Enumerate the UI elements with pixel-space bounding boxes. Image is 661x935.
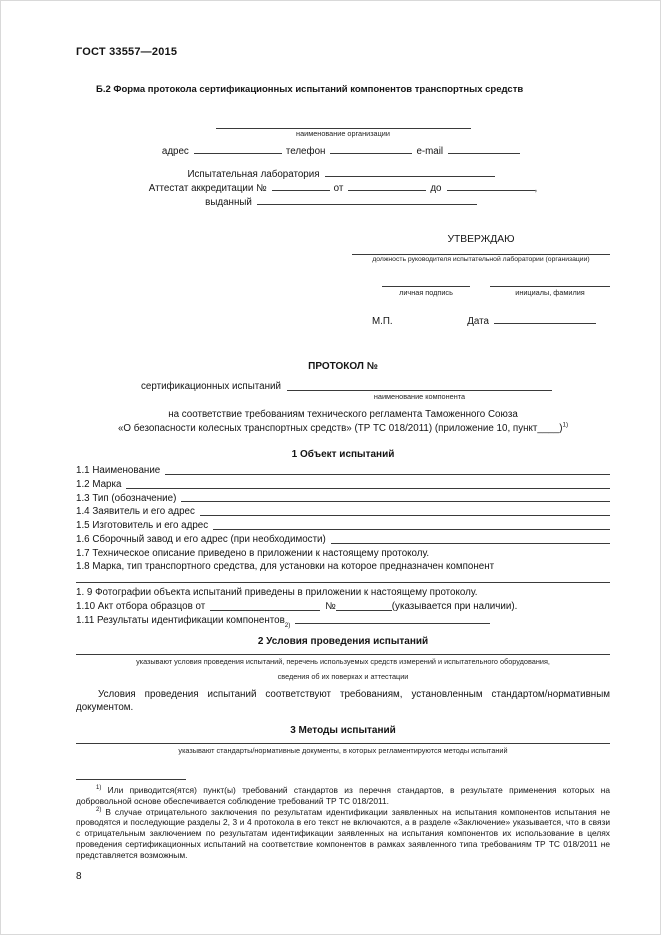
tests-label: сертификационных испытаний	[141, 381, 281, 392]
organization-block	[76, 119, 610, 208]
lab-blank	[325, 168, 495, 177]
item-1-10-number-blank	[336, 609, 392, 611]
date-label: Дата	[467, 316, 489, 327]
item-1-4-label: 1.4 Заявитель и его адрес	[76, 506, 195, 518]
conformity-line-2	[76, 423, 610, 434]
section3-title: 3 Методы испытаний	[290, 724, 396, 736]
organization-name-caption: наименование организации	[296, 129, 390, 138]
item-1-8-blank	[76, 573, 610, 583]
conformity-line-1: на соответствие требованиям технического регламента Таможенного Союза	[168, 409, 518, 420]
section2-blank	[76, 647, 610, 655]
gost-header: ГОСТ 33557—2015	[76, 46, 178, 58]
form-item-1-1	[76, 465, 610, 477]
item-1-1-blank	[165, 473, 610, 475]
form-item-1-4	[76, 506, 610, 518]
accreditation-number-blank	[272, 182, 330, 191]
initials-column	[490, 279, 610, 297]
initials-caption: инициалы, фамилия	[515, 288, 585, 297]
section2-paragraph: Условия проведения испытаний соответствуют требованиям, установленным стандартом/нормативным документом.	[76, 689, 610, 713]
footnote-2-ref: 2)	[96, 806, 102, 813]
item-1-6-label: 1.6 Сборочный завод и его адрес (при необходимости)	[76, 533, 326, 545]
item-1-5-blank	[213, 528, 610, 530]
protocol-subject	[76, 381, 610, 401]
lab-row	[76, 168, 610, 180]
item-1-3-blank	[181, 500, 610, 502]
footnote-1-text: Или приводится(ятся) пункт(ы) требований стандартов из перечня стандартов, в результате применения которых на добровольной основе обеспечивается соблюдение требований ТР ТС 018/2011.	[76, 784, 610, 806]
date-group	[467, 315, 596, 327]
org-contact-row	[76, 145, 610, 157]
address-label: адрес	[161, 146, 189, 157]
section2-caption-1: указывают условия проведения испытаний, перечень используемых средств измерений и испытательного оборудования,	[136, 657, 550, 667]
item-1-6-blank	[331, 542, 610, 544]
to-label: до	[430, 183, 442, 194]
organization-name-blank	[216, 119, 471, 129]
section2-title: 2 Условия проведения испытаний	[257, 636, 429, 648]
footnote-1	[76, 785, 610, 807]
address-blank	[194, 145, 282, 154]
page-number: 8	[76, 871, 82, 883]
item-1-3-label: 1.3 Тип (обозначение)	[76, 492, 177, 504]
form-item-1-2	[76, 479, 610, 491]
component-blank-wrap	[287, 381, 552, 401]
accreditation-label: Аттестат аккредитации №	[148, 183, 267, 194]
initials-blank	[490, 279, 610, 287]
section1-title: 1 Объект испытаний	[291, 449, 395, 460]
approve-block	[352, 234, 610, 327]
footnote-ref-1: 1)	[562, 421, 569, 429]
item-1-11-label: 1.11 Результаты идентификации компонентов	[76, 614, 285, 626]
phone-label: телефон	[285, 146, 326, 157]
from-label: от	[333, 183, 344, 194]
section2-caption-2: сведения об их поверках и аттестации	[277, 672, 409, 682]
to-date-blank	[447, 182, 535, 191]
section3-blank	[76, 736, 610, 744]
approve-title: УТВЕРЖДАЮ	[447, 234, 515, 245]
component-blank	[287, 381, 552, 391]
form-item-1-11: 1.11 Результаты идентификации компонентов 2)	[76, 615, 610, 627]
email-label: e-mail	[416, 146, 444, 157]
footnote-2	[76, 807, 610, 862]
item-1-10-date-blank	[210, 609, 320, 611]
conformity-line-2-text: «О безопасности колесных транспортных средств» (ТР ТС 018/2011) (приложение 10, пункт____)	[117, 423, 563, 434]
item-1-10-label: 1.10 Акт отбора образцов от	[76, 600, 206, 612]
lab-label: Испытательная лаборатория	[187, 169, 320, 180]
item-1-2-blank	[126, 487, 610, 489]
item-1-1-label: 1.1 Наименование	[76, 465, 161, 476]
date-blank	[494, 315, 596, 324]
form-item-1-9: 1. 9 Фотографии объекта испытаний приведены в приложении к настоящему протоколу.	[76, 587, 478, 598]
form-item-1-7: 1.7 Техническое описание приведено в приложении к настоящему протоколу.	[76, 547, 430, 559]
signature-caption: личная подпись	[399, 288, 453, 297]
footnote-1-ref: 1)	[96, 784, 102, 791]
item-1-4-blank	[200, 514, 610, 516]
footnote-separator	[76, 779, 186, 780]
item-1-11-blank	[295, 622, 490, 624]
signature-row	[352, 279, 610, 297]
section3-caption: указывают стандарты/нормативные документы, в которых регламентируются методы испытаний	[178, 745, 508, 755]
phone-blank	[330, 145, 412, 154]
item-1-5-label: 1.5 Изготовитель и его адрес	[76, 520, 209, 531]
protocol-title: ПРОТОКОЛ №	[308, 361, 378, 372]
footnote-2-text: В случае отрицательного заключения по результатам идентификации заявленных на испытания компонентов испытания не проводятся и последующие разделы 2, 3 и 4 протокола в его текст не включаются, а в разделе «Заключение» указывается, что в связи с отрицательным заключением по результатам идентификации заявленных на испытания компонентов их использование в целях проведения сертификационных испытаний на соответствие компонентов в рамках заявленного типа требованиям ТР ТС 018/2011 не представляется возможным.	[76, 806, 610, 861]
stamp-date-row	[352, 315, 610, 327]
form-item-1-8: 1.8 Марка, тип транспортного средства, для установки на которое предназначен компонент	[76, 561, 495, 573]
footnotes-block	[76, 779, 610, 861]
position-blank	[352, 245, 610, 255]
component-caption: наименование компонента	[373, 392, 466, 401]
item-1-10-note: (указывается при наличии).	[391, 600, 518, 612]
from-date-blank	[348, 182, 426, 191]
issued-blank	[257, 196, 477, 205]
accreditation-row	[76, 182, 610, 194]
form-item-1-5	[76, 520, 610, 532]
item-1-10-number-sign: №	[325, 600, 336, 612]
form-item-1-10	[76, 601, 610, 613]
form-title: Б.2 Форма протокола сертификационных испытаний компонентов транспортных средств	[96, 84, 524, 95]
protocol-subject-row	[141, 381, 610, 401]
email-blank	[448, 145, 520, 154]
comma-text: ,	[534, 183, 538, 194]
issued-label: выданный	[205, 197, 252, 208]
position-caption: должность руководителя испытательной лаборатории (организации)	[372, 256, 590, 263]
signature-column	[382, 279, 470, 297]
stamp-label: М.П.	[372, 316, 393, 327]
form-item-1-3	[76, 493, 610, 505]
form-item-1-6	[76, 534, 610, 546]
item-1-2-label: 1.2 Марка	[76, 478, 122, 490]
signature-blank	[382, 279, 470, 287]
issued-row	[76, 196, 610, 208]
